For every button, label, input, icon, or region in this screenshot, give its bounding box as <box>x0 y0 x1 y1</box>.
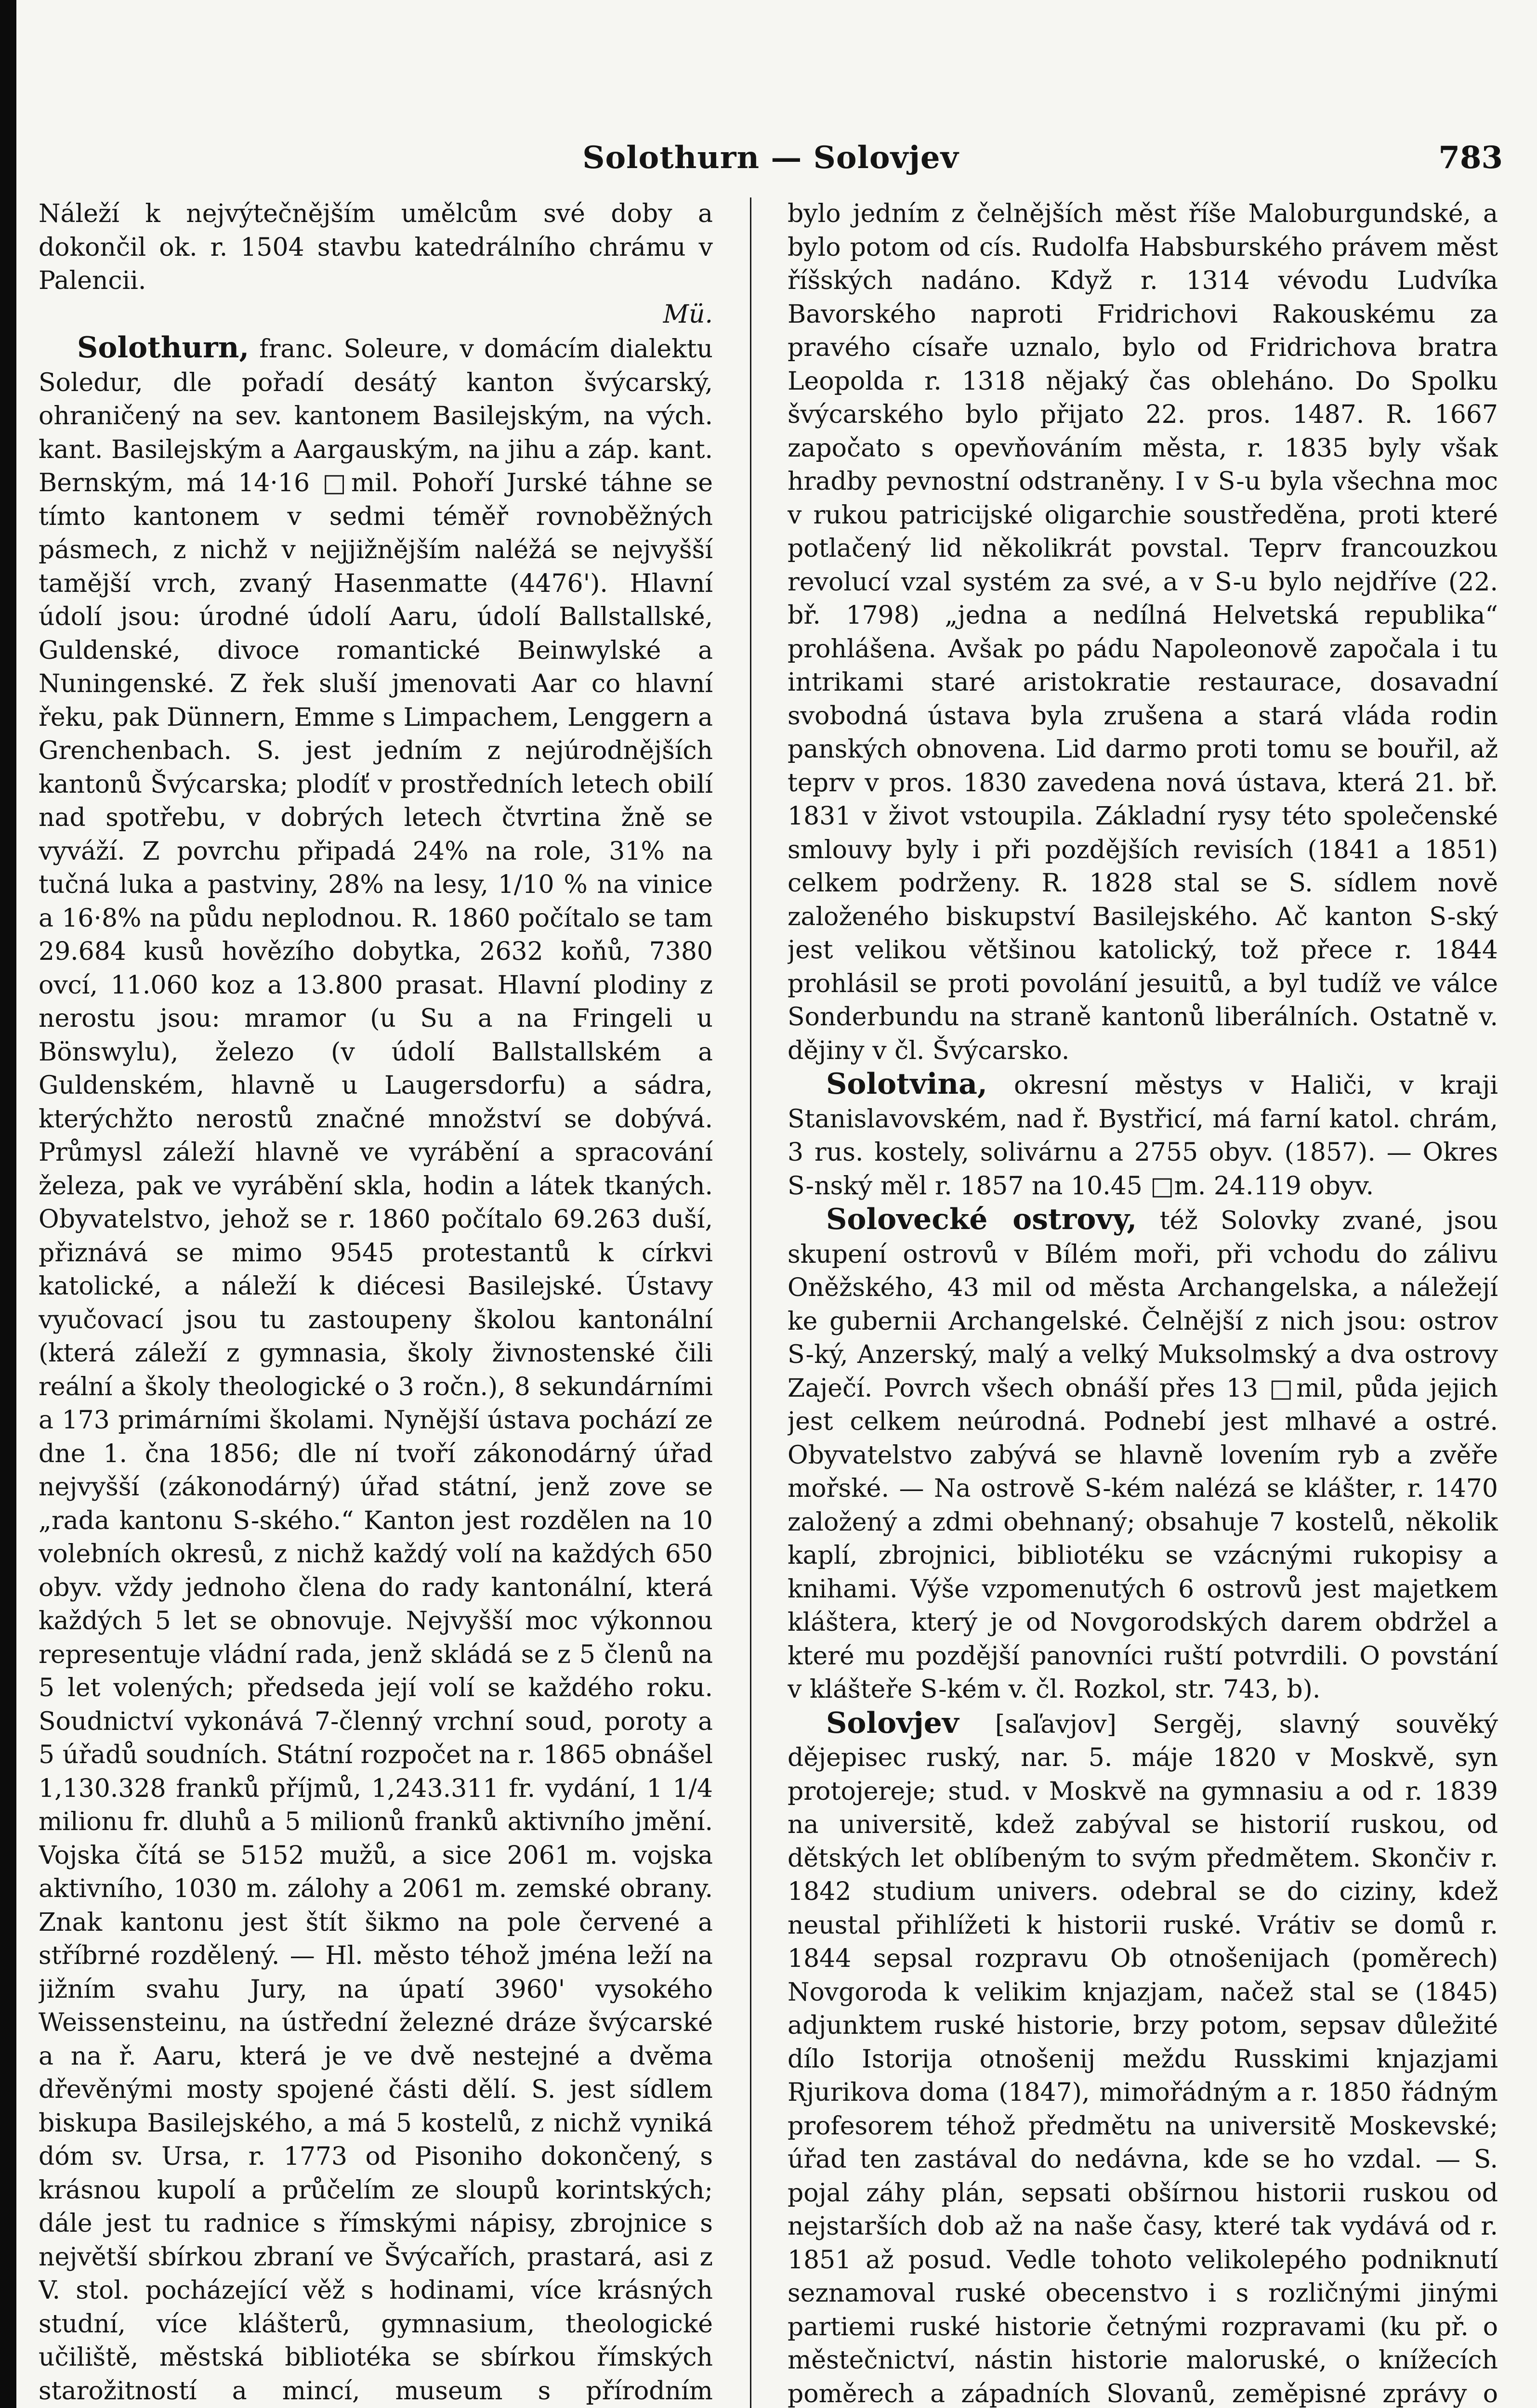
entry-headword: Solothurn, <box>77 331 250 365</box>
entry-solotvina <box>788 1068 1498 1203</box>
entry-body: též Solovky zvané, jsou skupení ostrovů v Bílém moři, při vchodu do zálivu Oněžského, 43 mil od města Archangelska, a náležejí ke gubernii Archangelské. Čelnější z nich jsou: ostrov S-ký, Anzerský, malý a velký Muksolmský a dva ostrovy Zaječí. Povrch všech obnáší přes 13 □mil, půda jejich jest celkem neúrodná. Podnebí jest mlhavé a ostré. Obyvatelstvo zabývá se hlavně lovením ryb a zvěře mořské. — Na ostrově S-kém nalézá se klášter, r. 1470 založený a zdmi obehnaný; obsahuje 7 kostelů, několik kaplí, zbrojnici, bibliotéku se vzácnými rukopisy a knihami. Výše vzpomenutých 6 ostrovů jest majetkem kláštera, který je od Novgorodských darem obdržel a které mu pozdější panovníci ruští potvrdili. O povstání v klášteře S-kém v. čl. Rozkol, str. 743, b). <box>788 1206 1498 1704</box>
page-number: 783 <box>1438 140 1503 176</box>
entry-headword: Solovjev <box>826 1706 959 1740</box>
left-column <box>39 197 713 2408</box>
page-header <box>39 140 1503 193</box>
continued-text: Náleží k nejvýtečnějším umělcům své doby a dokončil ok. r. 1504 stavbu katedrálního chrámu v Palencii. <box>39 199 713 295</box>
entry-headword: Solotvina, <box>826 1067 987 1101</box>
entry-body: bylo jedním z čelnějších měst říše Maloburgundské, a bylo potom od cís. Rudolfa Habsburského právem měst říšských nadáno. Když r. 1314 vévodu Ludvíka Bavorského naproti Fridrichovi Rakouskému za pravého císaře uznalo, bylo od Fridrichova bratra Leopolda r. 1318 nějaký čas obleháno. Do Spolku švýcarského bylo přijato 22. pros. 1487. R. 1667 započato s opevňováním města, r. 1835 byly však hradby pevnostní odstraněny. I v S-u byla všechna moc v rukou patricijské oligarchie soustředěna, proti které potlačený lid několikrát povstal. Teprv francouzkou revolucí vzal systém za své, a v S-u bylo nejdříve (22. bř. 1798) „jedna a nedílná Helvetská republika“ prohlášena. Avšak po pádu Napoleonově započala i tu intrikami staré aristokratie restaurace, dosavadní svobodná ústava byla zrušena a stará vláda rodin panských obnovena. Lid darmo proti tomu se bouřil, až teprv v pros. 1830 zavedena nová ústava, která 21. bř. 1831 v život vstoupila. Základní rysy této společenské smlouvy byly i při pozdějších revisích (1841 a 1851) celkem podrženy. R. 1828 stal se S. sídlem nově založeného biskupství Basilejského. Ač kanton S-ský jest velikou většinou katolický, tož přece r. 1844 prohlásil se proti povolání jesuitů, a byl tudíž ve válce Sonderbundu na straně kantonů liberálních. Ostatně v. dějiny v čl. Švýcarsko. <box>788 199 1498 1065</box>
page <box>39 0 1522 2408</box>
author-initials: Mü. <box>663 300 713 329</box>
entry-body: franc. Soleure, v domácím dialektu Soledur, dle pořadí desátý kanton švýcarský, ohraničený na sev. kantonem Basilejským, na vých. kant. Basilejským a Aargauským, na jihu a záp. kant. Bernským, má 14·16 □mil. Pohoří Jurské táhne se tímto kantonem v sedmi téměř rovnoběžných pásmech, z nichž v nejjižnějším naléžá se nejvyšší tamější vrch, zvaný Hasenmatte (4476'). Hlavní údolí jsou: úrodné údolí Aaru, údolí Ballstallské, Guldenské, divoce romantické Beinwylské a Nuningenské. Z řek sluší jmenovati Aar co hlavní řeku, pak Dünnern, Emme s Limpachem, Lenggern a Grenchenbach. S. jest jedním z nejúrodnějších kantonů Švýcarska; plodíť v prostředních letech obilí nad spotřebu, v dobrých letech čtvrtina žně se vyváží. Z povrchu připadá 24% na role, 31% na tučná luka a pastviny, 28% na lesy, 1/10 % na vinice a 16·8% na půdu neplodnou. R. 1860 počítalo se tam 29.684 kusů hovězího dobytka, 2632 koňů, 7380 ovcí, 11.060 koz a 13.800 prasat. Hlavní plodiny z nerostu jsou: mramor (u Su a na Fringeli u Bönswylu), železo (v údolí Ballstallském a Guldenském, hlavně u Laugersdorfu) a sádra, kterýchžto nerostů značné množství se dobývá. Průmysl záleží hlavně ve vyrábění a spracování železa, pak ve vyrábění skla, hodin a látek tkaných. Obyvatelstvo, jehož se r. 1860 počítalo 69.263 duší, přiznává se mimo 9545 protestantů k církvi katolické, a náleží k diécesi Basilejské. Ústavy vyučovací jsou tu zastoupeny školou kantonální (která záleží z gymnasia, školy živnostenské čili reální a školy theologické o 3 ročn.), 8 sekundárními a 173 primárními školami. Nynější ústava pochází ze dne 1. čna 1856; dle ní tvoří zákonodárný úřad nejvyšší (zákonodárný) úřad státní, jenž zove se „rada kantonu S-ského.“ Kanton jest rozdělen na 10 volebních okresů, z nichž každý volí na každých 650 obyv. vždy jednoho člena do rady kantonální, která každých 5 let se obnovuje. Nejvyšší moc výkonnou representuje vládní rada, jenž skládá se z 5 členů na 5 let volených; předseda její volí se každého roku. Soudnictví vykonává 7-členný vrchní soud, poroty a 5 úřadů soudních. Státní rozpočet na r. 1865 obnášel 1,130.328 franků příjmů, 1,243.311 fr. vydání, 1 1/4 milionu fr. dluhů a 5 milionů franků aktivního jmění. Vojska čítá se 5152 mužů, a sice 2061 m. vojska aktivního, 1030 m. zálohy a 2061 m. zemské obrany. Znak kantonu jest štít šikmo na pole červené a stříbrné rozdělený. — Hl. město téhož jména leží na jižním svahu Jury, na úpatí 3960' vysokého Weissensteinu, na ústřední železné dráze švýcarské a na ř. Aaru, která je ve dvě nestejné a dvěma dřevěnými mosty spojené části dělí. S. jest sídlem biskupa Basilejského, a má 5 kostelů, z nichž vyniká dóm sv. Ursa, r. 1773 od Pisoniho dokončený, s krásnou kupolí a průčelím ze sloupů korintských; dále jest tu radnice s římskými nápisy, zbrojnice s největší sbírkou zbraní ve Švýcařích, prastará, asi z V. stol. pocházející věž s hodinami, více krásných studní, více klášterů, gymnasium, theologické učiliště, městská bibliotéka se sbírkou římských starožitností a mincí, museum s přírodním <box>39 335 713 2406</box>
column-divider <box>750 197 751 2408</box>
continued-entry <box>39 197 713 331</box>
entry-body: okresní městys v Haliči, v kraji Stanislavovském, nad ř. Bystřicí, má farní katol. chrám, 3 rus. kostely, solivárnu a 2755 obyv. (1857). — Okres S-nský měl r. 1857 na 10.45 □m. 24.119 obyv. <box>788 1071 1498 1201</box>
entry-body: [saľavjov] Sergěj, slavný souvěký dějepisec ruský, nar. 5. máje 1820 v Moskvě, syn protojereje; stud. v Moskvě na gymnasiu a od r. 1839 na universitě, kdež zabýval se historií ruskou, od dětských let oblíbeným to svým předmětem. Skončiv r. 1842 studium univers. odebral se do ciziny, kdež neustal přihlížeti k historii ruské. Vrátiv se domů r. 1844 sepsal rozpravu Ob otnošenijach (poměrech) Novgoroda k velikim knjazjam, načež stal se (1845) adjunktem ruské historie, brzy potom, sepsav důležité dílo Istorija otnošenij meždu Russkimi knjazjami Rjurikova doma (1847), mimořádným a r. 1850 řádným profesorem téhož předmětu na universitě Moskevské; úřad ten zastával do nedávna, kde se ho vzdal. — S. pojal záhy plán, sepsati obšírnou historii ruskou od nejstarších dob až na naše časy, které tak vydává od r. 1851 až posud. Vedle tohoto velikolepého podniknutí seznamoval ruské obecenstvo i s rozličnými jinými partiemi ruské historie četnými rozpravami (ku př. o městečnictví, nástin historie maloruské, o knížecích poměrech a západních Slovanů, zeměpisné zprávy o <box>788 1710 1498 2408</box>
running-title: Solothurn — Solovjev <box>582 140 959 176</box>
entry-solothurn <box>39 331 713 2408</box>
entry-solothurn-continued <box>788 197 1498 1068</box>
entry-solovjev <box>788 1707 1498 2408</box>
scan-border <box>0 0 16 2408</box>
entry-headword: Solovecké ostrovy, <box>826 1203 1137 1236</box>
entry-solovecke-ostrovy <box>788 1203 1498 1707</box>
right-column <box>788 197 1498 2408</box>
